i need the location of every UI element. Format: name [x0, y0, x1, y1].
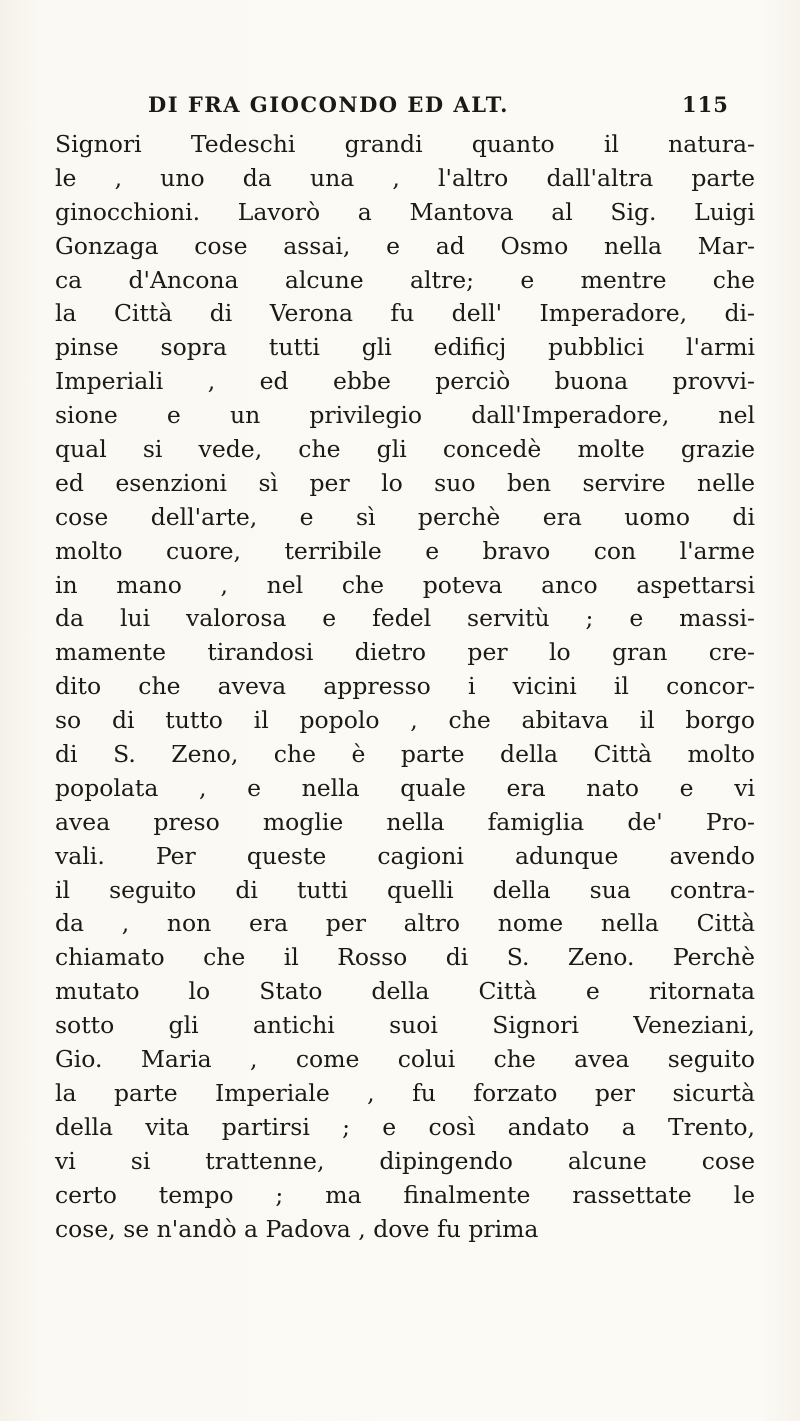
text-line: cose, se n'andò a Padova , dove fu prima — [55, 1214, 539, 1243]
text-line: Imperiali , ed ebbe perciò buona provvi- — [55, 367, 755, 396]
text-line: il seguito di tutti quelli della sua contra- — [55, 875, 755, 904]
text-line: certo tempo ; ma finalmente rassettate le — [55, 1180, 755, 1209]
text-line: da , non era per altro nome nella Città — [55, 909, 755, 938]
text-line: sione e un privilegio dall'Imperadore, nel — [55, 401, 755, 430]
text-line: ed esenzioni sì per lo suo ben servire nelle — [55, 468, 755, 497]
text-line: in mano , nel che poteva anco aspettarsi — [55, 570, 755, 599]
text-line: sotto gli antichi suoi Signori Veneziani, — [55, 1011, 755, 1040]
text-line: Gonzaga cose assai, e ad Osmo nella Mar- — [55, 231, 755, 260]
text-line: della vita partirsi ; e così andato a Trento, — [55, 1112, 755, 1141]
text-line: qual si vede, che gli concedè molte grazie — [55, 435, 755, 464]
text-line: le , uno da una , l'altro dall'altra parte — [55, 163, 755, 192]
text-line: dito che aveva appresso i vicini il concor- — [55, 672, 755, 701]
page-number: 115 — [682, 92, 729, 117]
text-line: Gio. Maria , come colui che avea seguito — [55, 1045, 755, 1074]
text-line: chiamato che il Rosso di S. Zeno. Perchè — [55, 943, 755, 972]
text-line: da lui valorosa e fedel servitù ; e massi- — [55, 604, 755, 633]
text-line: la Città di Verona fu dell' Imperadore, di- — [55, 299, 755, 328]
text-line: ca d'Ancona alcune altre; e mentre che — [55, 265, 755, 294]
text-line: ginocchioni. Lavorò a Mantova al Sig. Luigi — [55, 197, 755, 226]
running-title: DI FRA GIOCONDO ED ALT. — [148, 92, 509, 117]
running-head — [0, 92, 800, 122]
body-text — [55, 128, 755, 1246]
text-line: cose dell'arte, e sì perchè era uomo di — [55, 502, 755, 531]
text-line: molto cuore, terribile e bravo con l'arme — [55, 536, 755, 565]
text-line: mamente tirandosi dietro per lo gran cre- — [55, 638, 755, 667]
text-line: la parte Imperiale , fu forzato per sicurtà — [55, 1078, 755, 1107]
text-line: di S. Zeno, che è parte della Città molto — [55, 740, 755, 769]
text-line: popolata , e nella quale era nato e vi — [55, 773, 755, 802]
text-line: Signori Tedeschi grandi quanto il natura- — [55, 130, 755, 158]
text-line: pinse sopra tutti gli edificj pubblici l'armi — [55, 333, 755, 362]
text-line: vi si trattenne, dipingendo alcune cose — [55, 1146, 755, 1175]
text-line: avea preso moglie nella famiglia de' Pro- — [55, 807, 755, 836]
text-line: vali. Per queste cagioni adunque avendo — [55, 841, 755, 870]
text-line: mutato lo Stato della Città e ritornata — [55, 977, 755, 1006]
text-line: so di tutto il popolo , che abitava il borgo — [55, 706, 755, 735]
